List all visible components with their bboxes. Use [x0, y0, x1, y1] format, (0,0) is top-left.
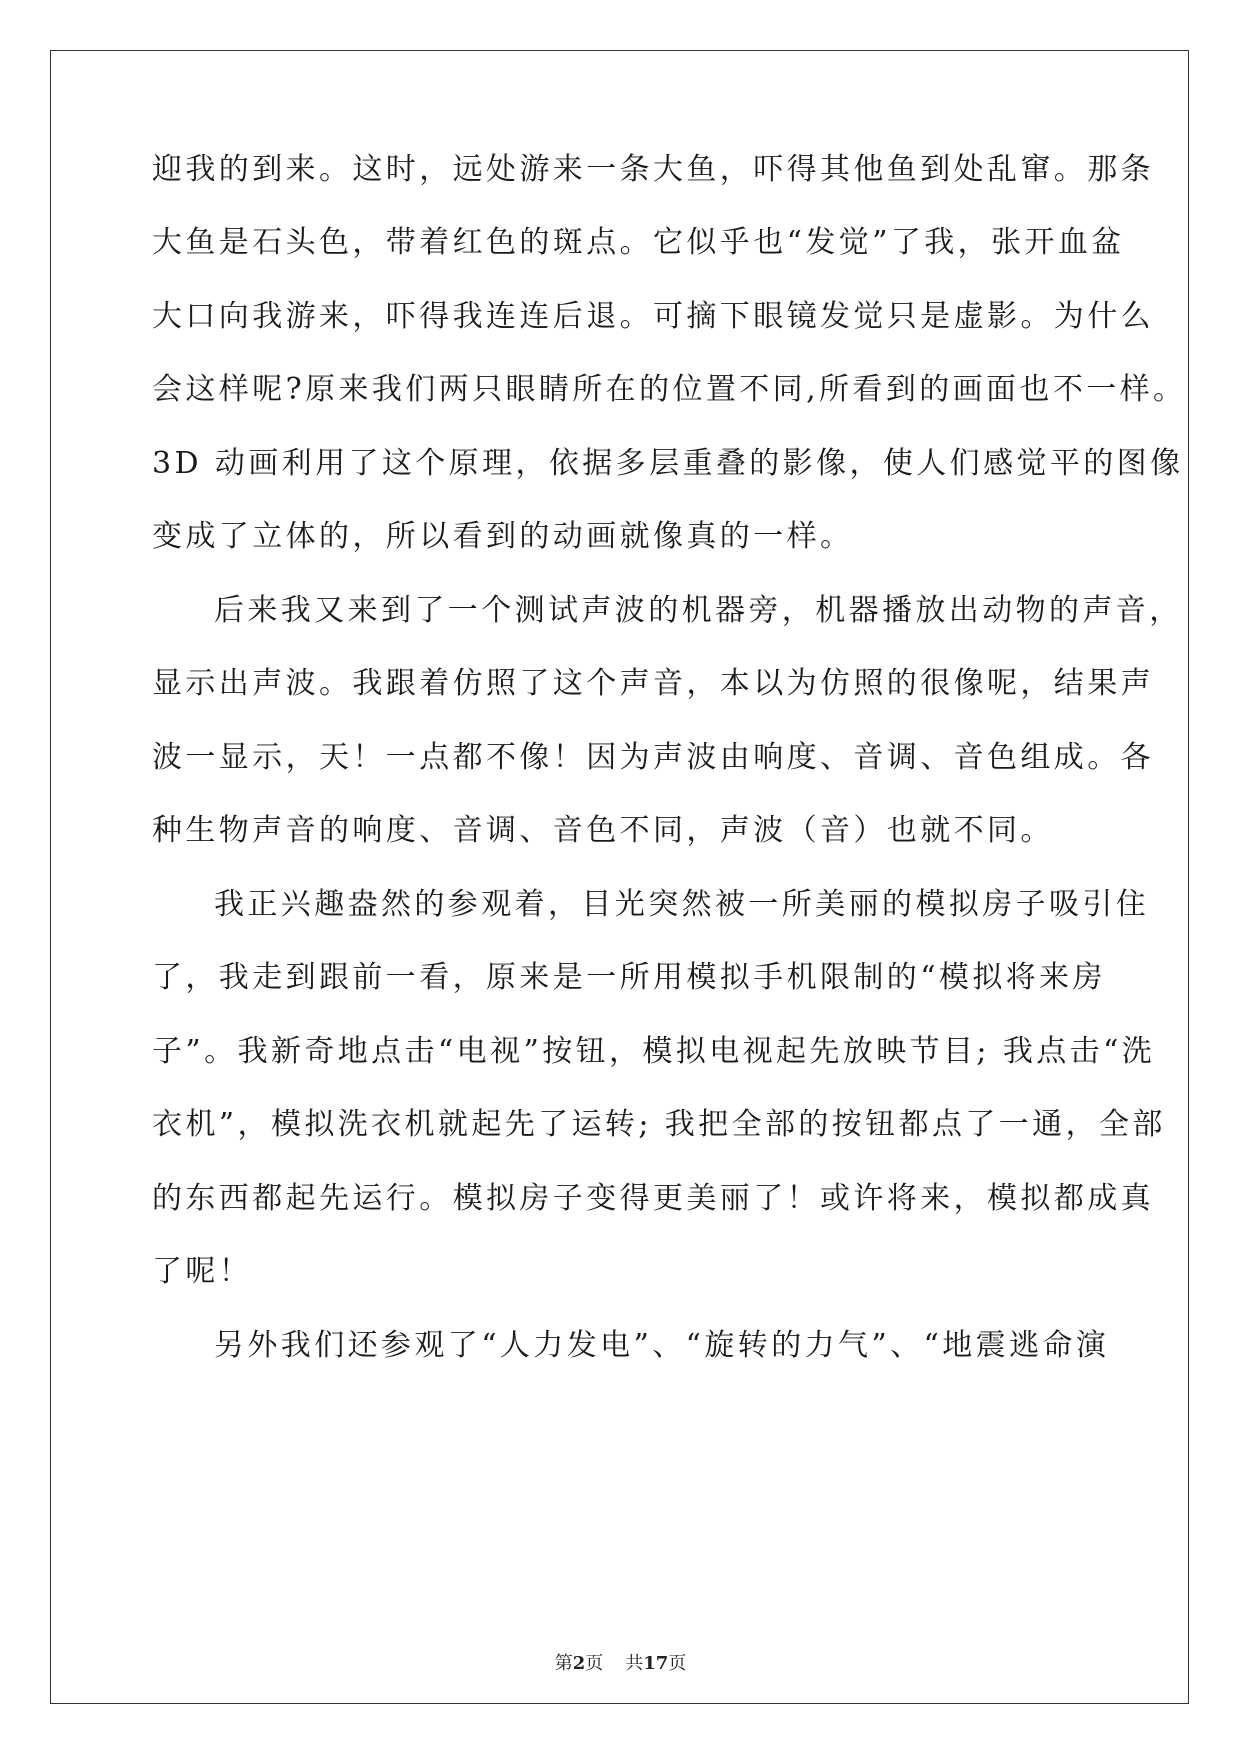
- text-line: 3D 动画利用了这个原理，依据多层重叠的影像，使人们感觉平的图像: [152, 446, 1184, 481]
- text-line: 了，我走到跟前一看，原来是一所用模拟手机限制的“模拟将来房: [152, 960, 1106, 995]
- text-line: 迎我的到来。这时，远处游来一条大鱼，吓得其他鱼到处乱窜。那条: [152, 152, 1154, 187]
- text-line: 大鱼是石头色，带着红色的斑点。它似乎也“发觉”了我，张开血盆: [152, 225, 1125, 260]
- text-line: 大口向我游来，吓得我连连后退。可摘下眼镜发觉只是虚影。为什么: [152, 299, 1154, 334]
- page-prefix: 第: [554, 1653, 573, 1674]
- text-line: 显示出声波。我跟着仿照了这个声音，本以为仿照的很像呢，结果声: [152, 666, 1154, 701]
- paragraph-first-line: 另外我们还参观了“人力发电”、“旋转的力气”、“地震逃命演: [214, 1328, 1110, 1363]
- text-line: 了呢！: [152, 1254, 253, 1289]
- text-line: 的东西都起先运行。模拟房子变得更美丽了！或许将来，模拟都成真: [152, 1181, 1154, 1216]
- total-unit: 页: [668, 1653, 687, 1674]
- text-line: 子”。我新奇地点击“电视”按钮，模拟电视起先放映节目; 我点击“洗: [152, 1034, 1156, 1069]
- text-line: 波一显示，天！一点都不像！因为声波由响度、音调、音色组成。各: [152, 740, 1154, 775]
- text-line: 会这样呢?原来我们两只眼睛所在的位置不同,所看到的画面也不一样。: [152, 372, 1187, 407]
- text-line: 变成了立体的，所以看到的动画就像真的一样。: [152, 519, 854, 554]
- total-pages: 17: [643, 1653, 669, 1674]
- paragraph-first-line: 后来我又来到了一个测试声波的机器旁，机器播放出动物的声音，: [214, 593, 1183, 628]
- page-number: 2: [572, 1653, 586, 1674]
- text-line: 衣机”，模拟洗衣机就起先了运转; 我把全部的按钮都点了一通，全部: [152, 1107, 1166, 1142]
- page-unit: 页: [585, 1653, 604, 1674]
- text-line: 种生物声音的响度、音调、音色不同，声波（音）也就不同。: [152, 813, 1054, 848]
- page-footer: [0, 1652, 1241, 1676]
- total-prefix: 共: [625, 1653, 644, 1674]
- paragraph-first-line: 我正兴趣盎然的参观着，目光突然被一所美丽的模拟房子吸引住: [214, 887, 1150, 922]
